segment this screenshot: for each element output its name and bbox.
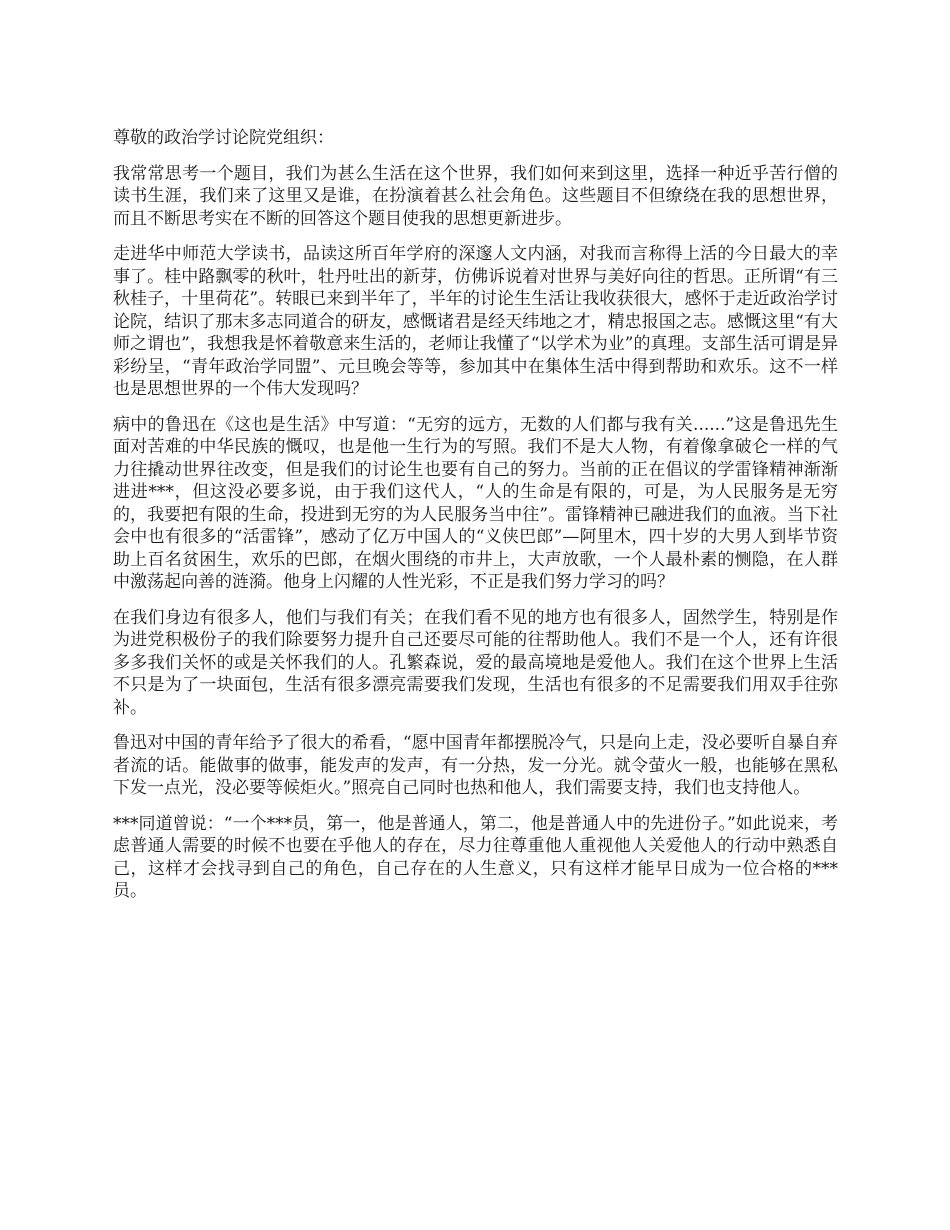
paragraph-4: 在我们身边有很多人，他们与我们有关；在我们看不见的地方也有很多人，固然学生，特别是作为进党积极份子的我们除要努力提升自己还要尽可能的往帮助他人。我们不是一个人，还有许很多多我们关怀的或是关怀我们的人。孔繁森说，爱的最高境地是爱他人。我们在这个世界上生活不只是为了一块面包，生活有很多漂亮需要我们发现，生活也有很多的不足需要我们用双手往弥补。 <box>113 607 838 718</box>
paragraph-1: 我常常思考一个题目，我们为甚么生活在这个世界，我们如何来到这里，选择一种近乎苦行僧的读书生涯，我们来了这里又是谁，在扮演着甚么社会角色。这些题目不但缭绕在我的思想世界，而且不断思考实在不断的回答这个题目使我的思想更新进步。 <box>113 163 838 229</box>
salutation: 尊敬的政治学讨论院党组织： <box>113 128 334 148</box>
letter-document <box>113 127 838 916</box>
paragraph-6: ***同道曾说：“一个***员，第一，他是普通人，第二，他是普通人中的先进份子。”如此说来，考虑普通人需要的时候不也要在乎他人的存在，尽力往尊重他人重视他人关爱他人的行动中熟悉自己，这样才会找寻到自己的角色，自己存在的人生意义，只有这样才能早日成为一位合格的***员。 <box>113 813 838 901</box>
paragraph-5: 鲁迅对中国的青年给予了很大的希看，“愿中国青年都摆脱冷气，只是向上走，没必要听自暴自弃者流的话。能做事的做事，能发声的发声，有一分热，发一分光。就令萤火一般，也能够在黑私下发一点光，没必要等候炬火。”照亮自己同时也热和他人，我们需要支持，我们也支持他人。 <box>113 733 838 798</box>
paragraph-3: 病中的鲁迅在《这也是生活》中写道：“无穷的远方，无数的人们都与我有关......”这是鲁迅先生面对苦难的中华民族的慨叹，也是他一生行为的写照。我们不是大人物，有着像拿破仑一样的气力往撬动世界往改变，但是我们的讨论生也要有自己的努力。当前的正在倡议的学雷锋精神渐渐进进***，但这没必要多说，由于我们这代人，“人的生命是有限的，可是，为人民服务是无穷的，我要把有限的生命，投进到无穷的为人民服务当中往”。雷锋精神已融进我们的血液。当下社会中也有很多的“活雷锋”，感动了亿万中国人的“义侠巴郎”—阿里木，四十岁的大男人到毕节资助上百名贫困生，欢乐的巴郎，在烟火围绕的市井上，大声放歌，一个人最朴素的恻隐，在人群中激荡起向善的涟漪。他身上闪耀的人性光彩，不正是我们努力学习的吗？ <box>113 414 838 592</box>
paragraph-2: 走进华中师范大学读书，品读这所百年学府的深邃人文内涵，对我而言称得上活的今日最大的幸事了。桂中路飘零的秋叶，牡丹吐出的新芽，仿佛诉说着对世界与美好向往的哲思。正所谓“有三秋桂子，十里荷花”。转眼已来到半年了，半年的讨论生生活让我收获很大，感怀于走近政治学讨论院，结识了那末多志同道合的研友，感慨诸君是经天纬地之才，精忠报国之志。感慨这里“有大师之谓也”，我想我是怀着敬意来生活的，老师让我懂了“以学术为业”的真理。支部生活可谓是异彩纷呈，“青年政治学同盟”、元旦晚会等等，参加其中在集体生活中得到帮助和欢乐。这不一样也是思想世界的一个伟大发现吗？ <box>113 244 838 399</box>
